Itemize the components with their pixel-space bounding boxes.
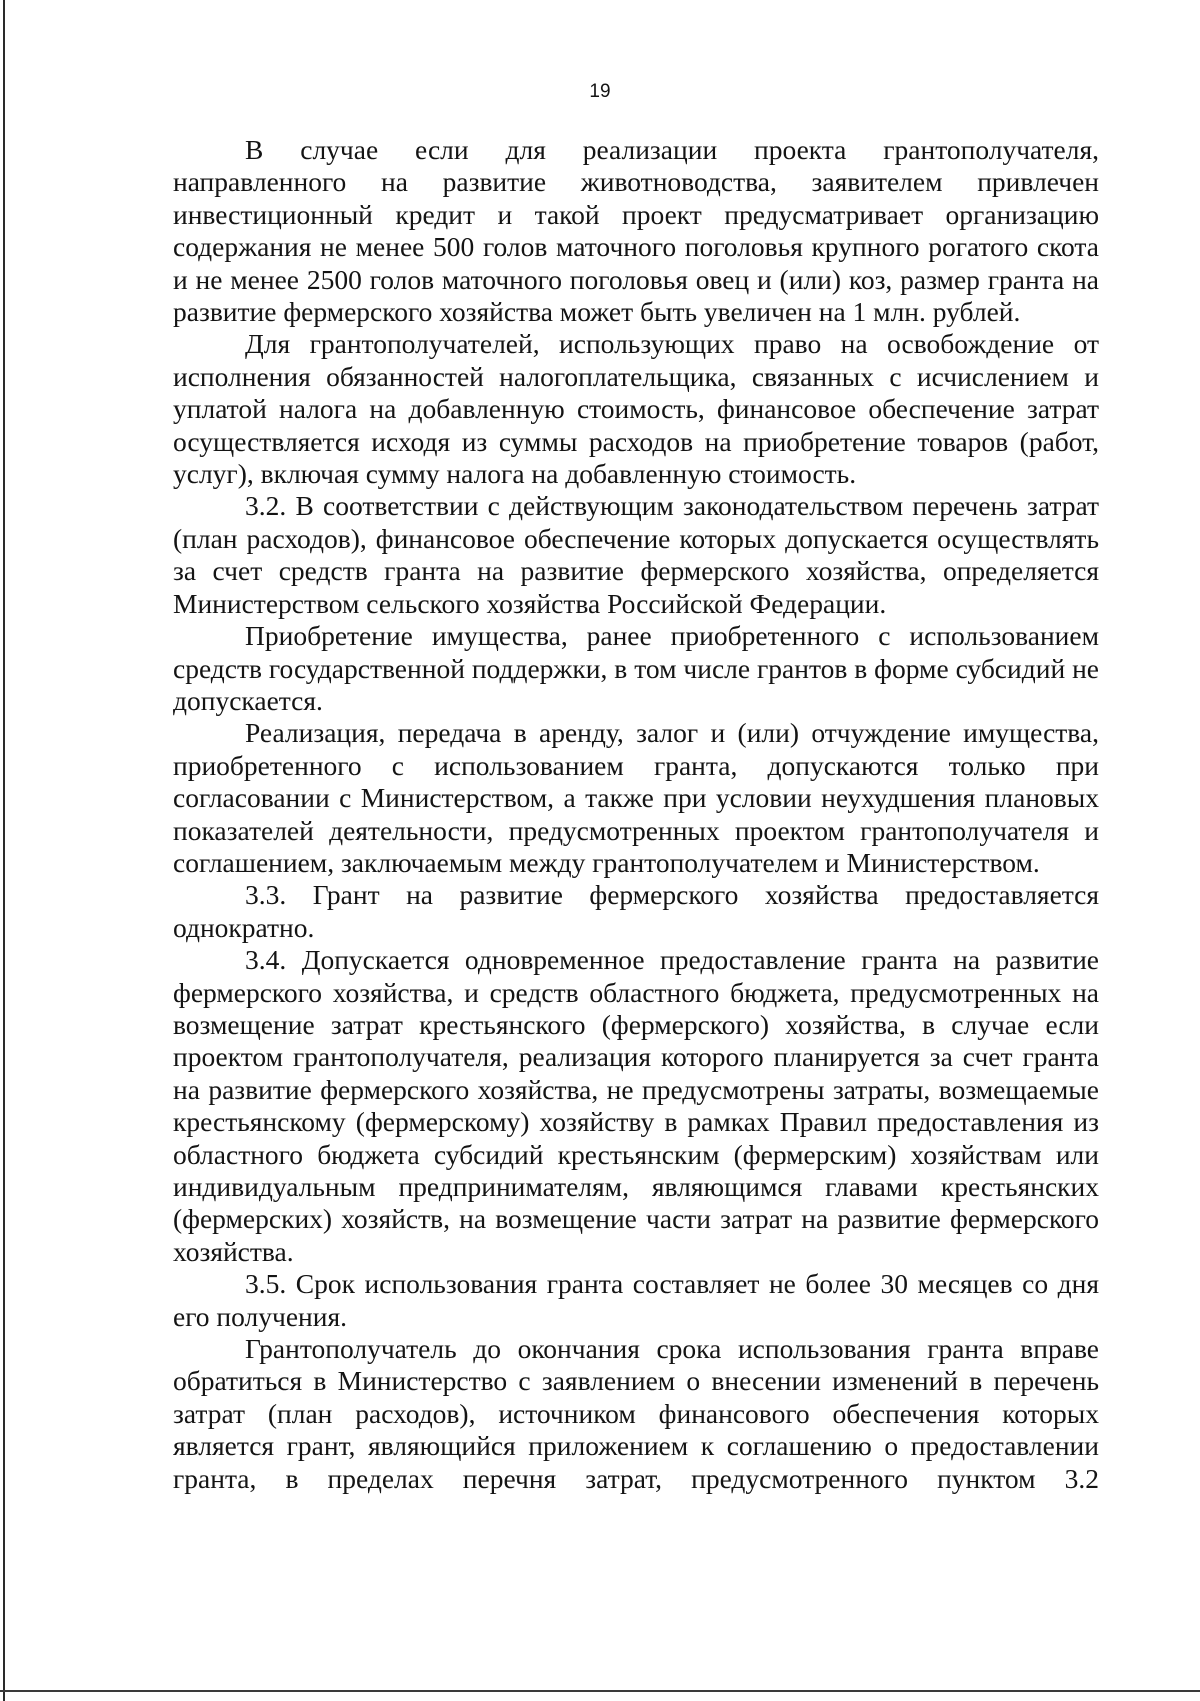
paragraph-3-2-cost-list: 3.2. В соответствии с действующим законодательством перечень затрат (план расходов), финансовое обеспечение которых допускается осуществлять за счет средств гранта на развитие фермерского хозяйства, определяется Министерством сельского хозяйства Российской Федерации. <box>173 490 1099 619</box>
scan-edge-bottom <box>0 1690 1200 1692</box>
paragraph-property-acquisition: Приобретение имущества, ранее приобретенного с использованием средств государственной поддержки, в том числе грантов в форме субсидий не допускается. <box>173 620 1099 716</box>
paragraph-3-5-usage-term: 3.5. Срок использования гранта составляет не более 30 месяцев со дня его получения. <box>173 1268 1099 1332</box>
scan-edge-left <box>3 0 5 1701</box>
paragraph-vat-exemption: Для грантополучателей, использующих право на освобождение от исполнения обязанностей налогоплательщика, связанных с исчислением и уплатой налога на добавленную стоимость, финансовое обеспечение затрат осуществляется исходя из суммы расходов на приобретение товаров (работ, услуг), включая сумму налога на добавленную стоимость. <box>173 328 1099 490</box>
paragraph-3-3-one-time-grant: 3.3. Грант на развитие фермерского хозяйства предоставляется однократно. <box>173 879 1099 943</box>
paragraph-property-disposal: Реализация, передача в аренду, залог и (или) отчуждение имущества, приобретенного с использованием гранта, допускаются только при согласовании с Министерством, а также при условии неухудшения плановых показателей деятельности, предусмотренных проектом грантополучателя и соглашением, заключаемым между грантополучателем и Министерством. <box>173 717 1099 878</box>
paragraph-livestock-credit: В случае если для реализации проекта грантополучателя, направленного на развитие животноводства, заявителем привлечен инвестиционный кредит и такой проект предусматривает организацию содержания не менее 500 голов маточного поголовья крупного рогатого скота и не менее 2500 голов маточного поголовья овец и (или) коз, размер гранта на развитие фермерского хозяйства может быть увеличен на 1 млн. рублей. <box>173 134 1099 328</box>
paragraph-3-4-simultaneous-funding: 3.4. Допускается одновременное предоставление гранта на развитие фермерского хозяйства, и средств областного бюджета, предусмотренных на возмещение затрат крестьянского (фермерского) хозяйства, в случае если проектом грантополучателя, реализация которого планируется за счет гранта на развитие фермерского хозяйства, не предусмотрены затраты, возмещаемые крестьянскому (фермерскому) хозяйству в рамках Правил предоставления из областного бюджета субсидий крестьянским (фермерским) хозяйствам или индивидуальным предпринимателям, являющимся главами крестьянских (фермерских) хозяйств, на возмещение части затрат на развитие фермерского хозяйства. <box>173 944 1099 1267</box>
paragraph-cost-list-amendment: Грантополучатель до окончания срока использования гранта вправе обратиться в Министерство с заявлением о внесении изменений в перечень затрат (план расходов), источником финансового обеспечения которых является грант, являющийся приложением к соглашению о предоставлении гранта, в пределах перечня затрат, предусмотренного пунктом 3.2 <box>173 1333 1099 1494</box>
document-body <box>173 134 1099 1495</box>
page-number: 19 <box>589 81 611 102</box>
